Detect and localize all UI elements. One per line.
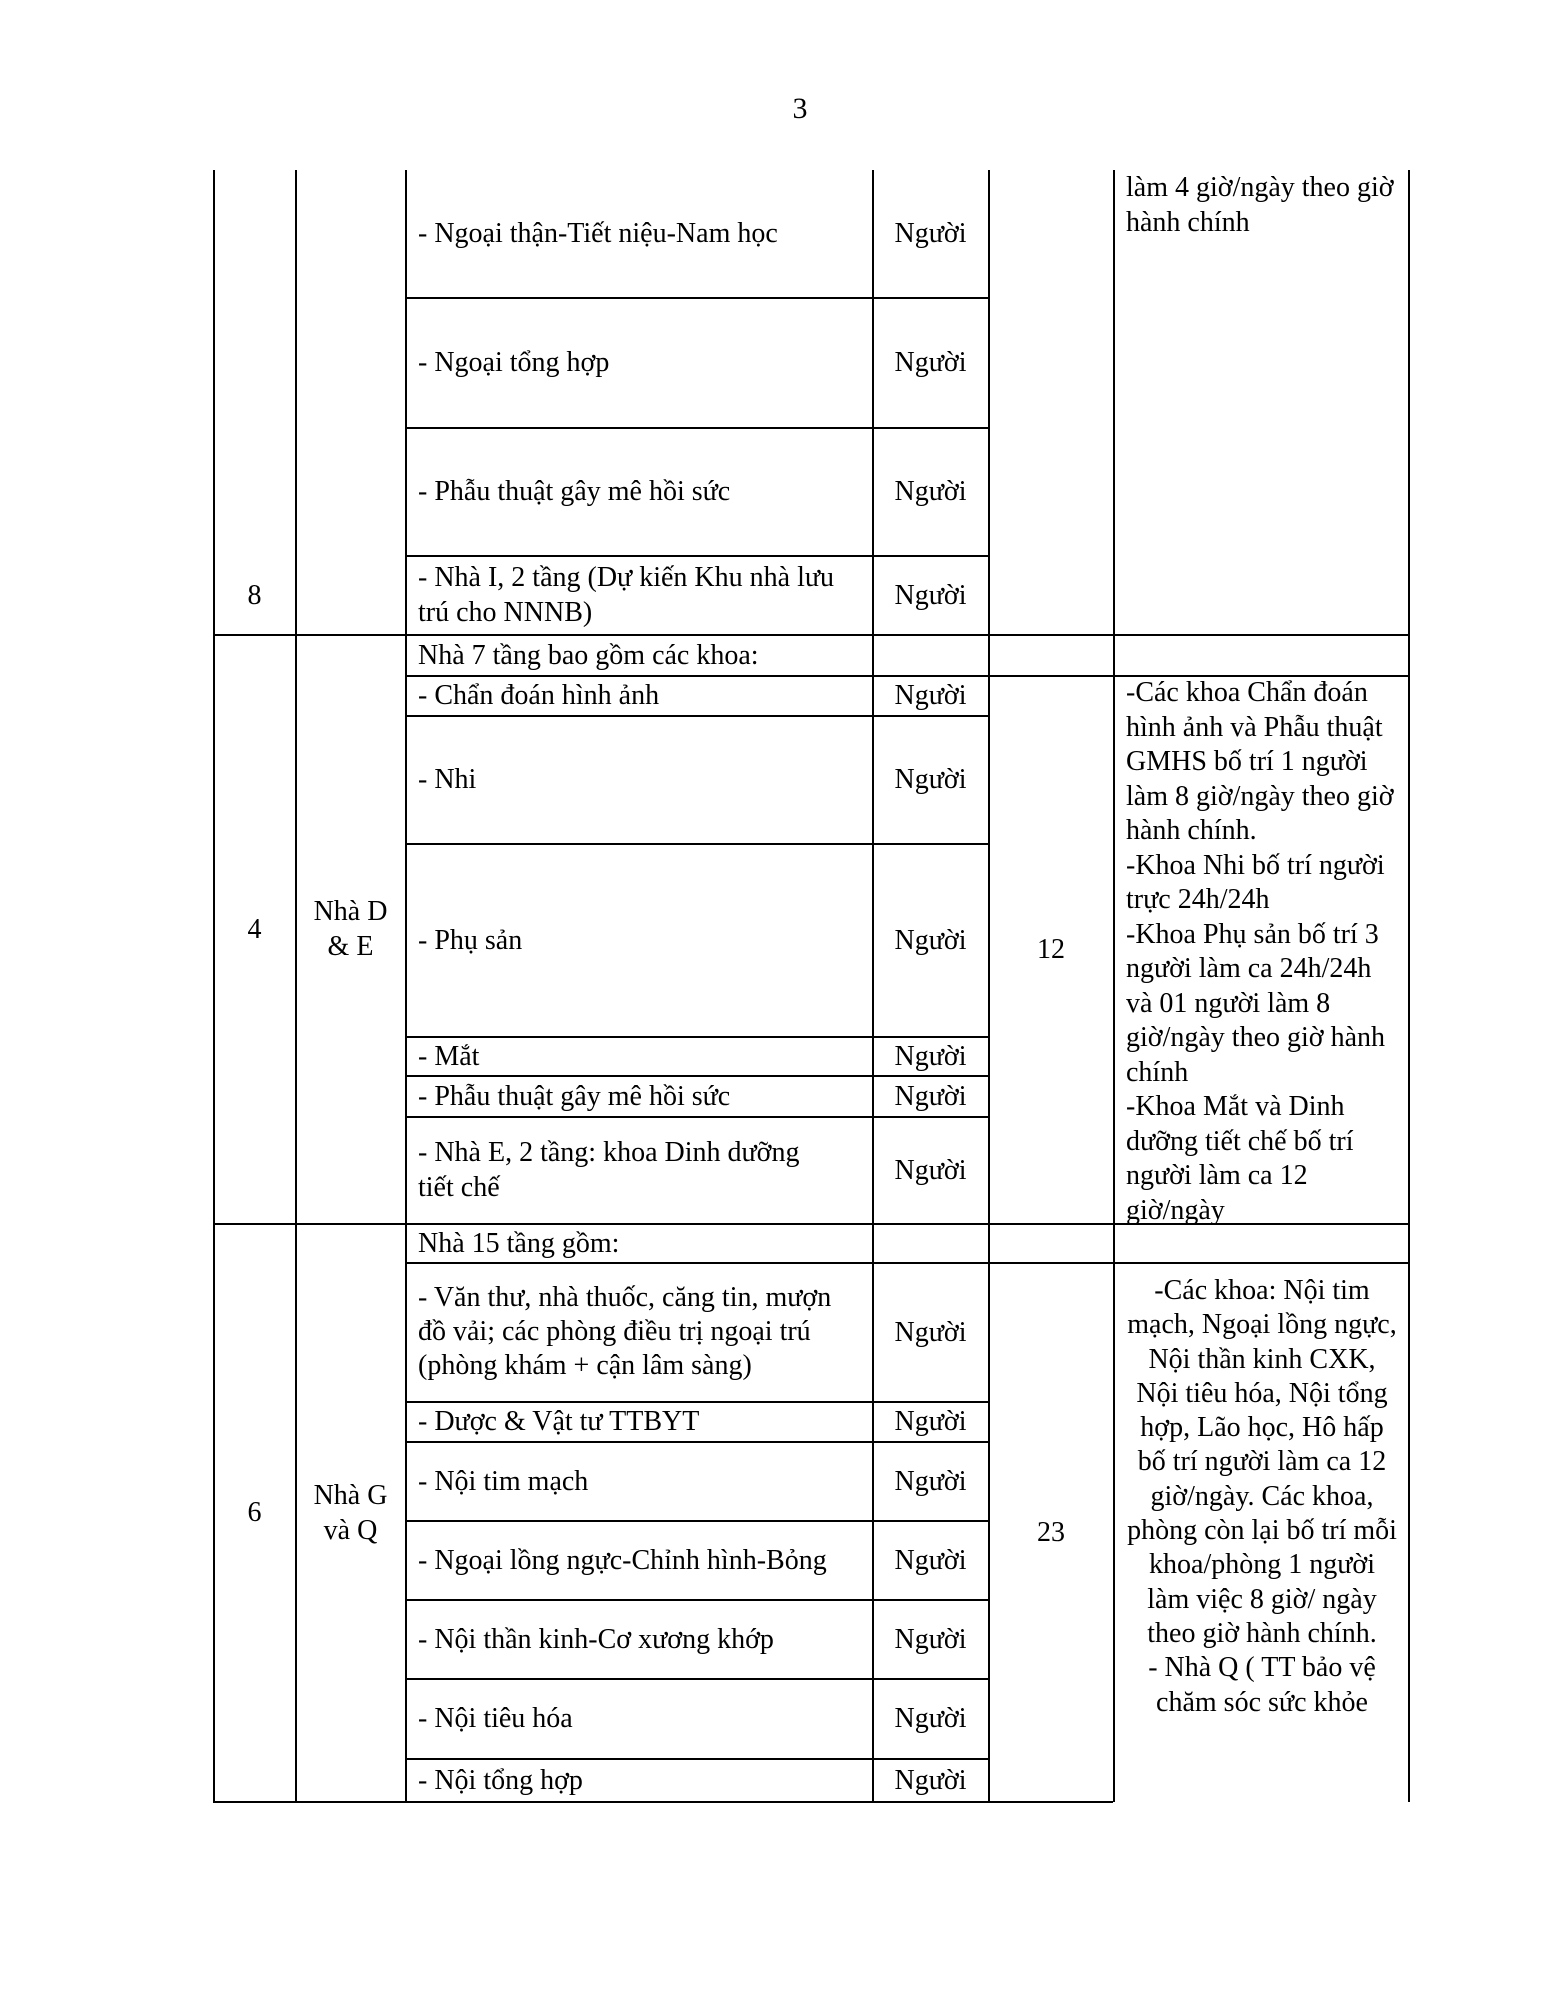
dept-label: - Nội thần kinh-Cơ xương khớp — [418, 1623, 774, 1655]
dept-label: - Chẩn đoán hình ảnh — [418, 680, 660, 711]
unit-label: Người — [894, 1154, 967, 1186]
dept-label: - Phẫu thuật gây mê hồi sức — [418, 1080, 731, 1112]
unit-label: Người — [894, 1623, 967, 1655]
staff-count: 12 — [1037, 934, 1065, 965]
unit-label: Người — [894, 764, 967, 795]
dept-label: - Nhà I, 2 tầng (Dự kiến Khu nhà lưu trú cho NNNB) — [418, 562, 835, 628]
dept-label: - Nhà E, 2 tầng: khoa Dinh dưỡng tiết chế — [418, 1137, 800, 1203]
group-header: Nhà 7 tầng bao gồm các khoa: — [418, 639, 759, 671]
building-name: Nhà G và Q — [313, 1479, 388, 1546]
unit-label: Người — [894, 1080, 967, 1112]
dept-label: - Mắt — [418, 1040, 480, 1072]
building-name: Nhà D & E — [313, 896, 388, 962]
unit-label: Người — [894, 1406, 967, 1437]
dept-label: - Ngoại thận-Tiết niệu-Nam học — [418, 218, 778, 249]
page-number: 3 — [792, 92, 808, 125]
dept-label: - Nội tim mạch — [418, 1465, 589, 1497]
dept-label: - Nội tiêu hóa — [418, 1703, 573, 1734]
unit-label: Người — [894, 1764, 967, 1796]
group-header: Nhà 15 tầng gồm: — [418, 1227, 620, 1259]
unit-label: Người — [894, 1465, 967, 1497]
note-text: -Các khoa Chẩn đoán hình ảnh và Phẫu thuật GMHS bố trí 1 người làm 8 giờ/ngày theo giờ hành chính. -Khoa Nhi bố trí người trực 24h/24h -Khoa Phụ sản bố trí 3 người làm ca 24h/24h và 01 người làm 8 giờ/ngày theo giờ hành chính -Khoa Mắt và Dinh dưỡng tiết chế bố trí người làm ca 12 giờ/ngày — [1126, 677, 1394, 1226]
dept-label: - Phẫu thuật gây mê hồi sức — [418, 476, 731, 507]
dept-label: - Phụ sản — [418, 924, 523, 956]
row-number: 8 — [247, 579, 262, 611]
unit-label: Người — [894, 1703, 967, 1734]
unit-label: Người — [894, 476, 967, 507]
unit-label: Người — [894, 579, 967, 611]
unit-label: Người — [894, 1316, 967, 1348]
dept-label: - Dược & Vật tư TTBYT — [418, 1406, 700, 1437]
unit-label: Người — [894, 1544, 967, 1576]
dept-label: - Nhi — [418, 764, 477, 795]
dept-label: - Văn thư, nhà thuốc, căng tin, mượn đồ vải; các phòng điều trị ngoại trú (phòng khám + cận lâm sàng) — [418, 1282, 832, 1381]
row-number: 6 — [247, 1497, 262, 1528]
staff-count: 23 — [1037, 1516, 1065, 1548]
dept-label: - Ngoại lồng ngực-Chỉnh hình-Bỏng — [418, 1544, 827, 1576]
unit-label: Người — [894, 1040, 967, 1072]
note-text: làm 4 giờ/ngày theo giờ hành chính — [1126, 172, 1394, 238]
unit-label: Người — [894, 218, 967, 249]
note-text: -Các khoa: Nội tim mạch, Ngoại lồng ngực, Nội thần kinh CXK, Nội tiêu hóa, Nội tổng hợp, Lão học, Hô hấp bố trí người làm ca 12 giờ/ngày. Các khoa, phòng còn lại bố trí mỗi khoa/phòng 1 người làm việc 8 giờ/ ngày theo giờ hành chính. - Nhà Q ( TT bảo vệ chăm sóc sức khỏe — [1127, 1275, 1397, 1718]
dept-label: - Nội tổng hợp — [418, 1764, 583, 1796]
row-number: 4 — [247, 913, 262, 945]
unit-label: Người — [894, 347, 967, 378]
unit-label: Người — [894, 680, 967, 711]
unit-label: Người — [894, 924, 967, 956]
dept-label: - Ngoại tổng hợp — [418, 347, 610, 378]
